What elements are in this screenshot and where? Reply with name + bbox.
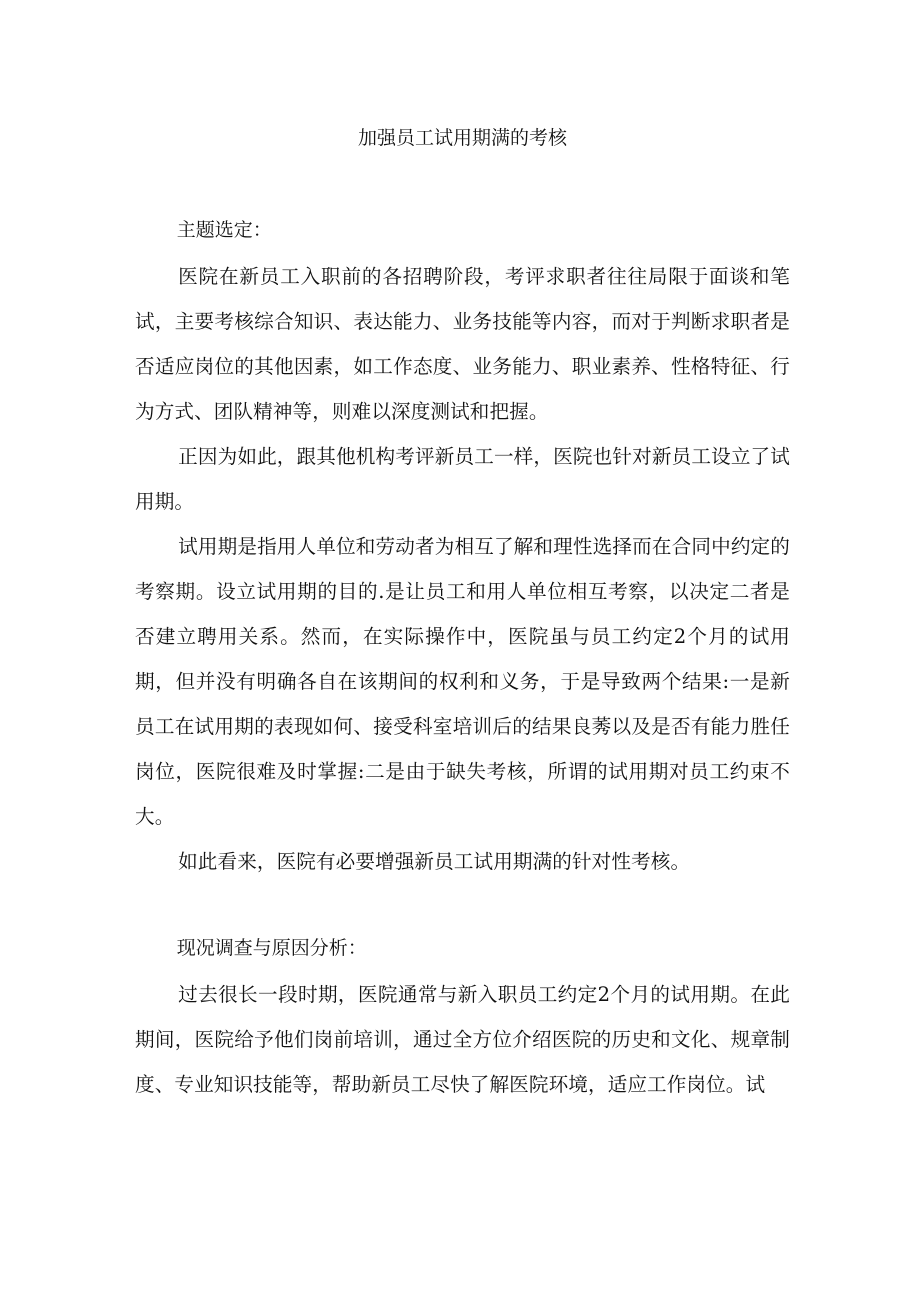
- paragraph: 试用期是指用人单位和劳动者为相互了解和理性选择而在合同中约定的考察期。设立试用期的目的.是让员工和用人单位相互考察，以决定二者是否建立聘用关系。然而，在实际操作中，医院虽与员工约定2个月的试用期，但并没有明确各自在该期间的权利和义务，于是导致两个结果:一是新员工在试用期的表现如何、接受科室培训后的结果良莠以及是否有能力胜任岗位，医院很难及时掌握:二是由于缺失考核，所谓的试用期对员工约束不大。: [135, 535, 790, 828]
- spacer: [135, 158, 790, 210]
- paragraph: 过去很长一段时期，医院通常与新入职员工约定2个月的试用期。在此期间，医院给予他们岗前培训，通过全方位介绍医院的历史和文化、规章制度、专业知识技能等，帮助新员工尽快了解医院环境，适应工作岗位。试: [135, 983, 790, 1096]
- paragraph: 如此看来，医院有必要增强新员工试用期满的针对性考核。: [178, 850, 691, 873]
- paragraph: 正因为如此，跟其他机构考评新员工一样，医院也针对新员工设立了试用期。: [135, 445, 790, 513]
- paragraph: 医院在新员工入职前的各招聘阶段，考评求职者往往局限于面谈和笔试，主要考核综合知识、表达能力、业务技能等内容，而对于判断求职者是否适应岗位的其他因素，如工作态度、业务能力、职业素养、性格特征、行为方式、团队精神等，则难以深度测试和把握。: [135, 265, 790, 423]
- document-body: [135, 118, 790, 1107]
- spacer: [135, 884, 790, 928]
- document-title: 加强员工试用期满的考核: [357, 127, 567, 149]
- section-heading-topic: 主题选定：: [176, 219, 272, 241]
- section-heading-analysis: 现况调查与原因分析：: [176, 937, 367, 959]
